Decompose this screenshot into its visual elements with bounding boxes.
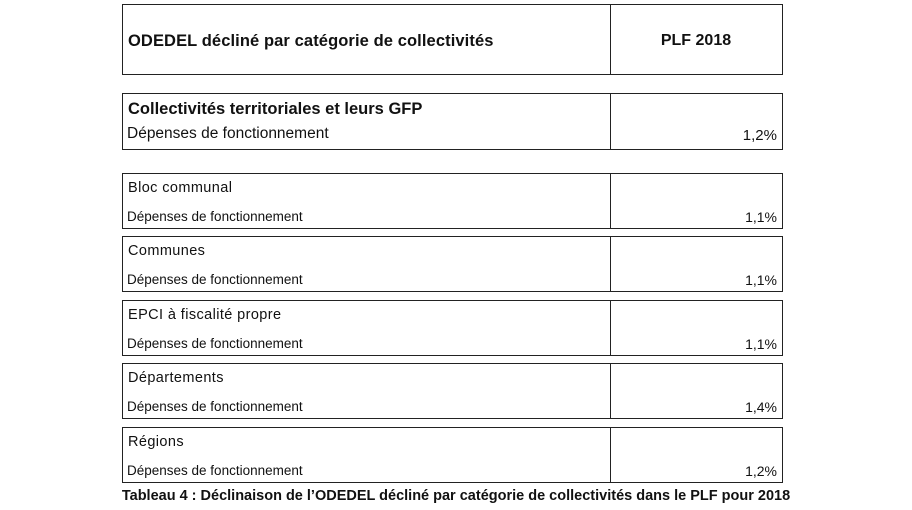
row-category: Régions — [128, 434, 184, 450]
row-value: 1,1% — [745, 336, 777, 352]
row-category: Communes — [128, 243, 206, 259]
row-label: Dépenses de fonctionnement — [127, 399, 303, 414]
table-caption: Tableau 4 : Déclinaison de l’ODEDEL décliné par catégorie de collectivités dans le PLF pour 2018 — [121, 488, 791, 504]
row-label: Dépenses de fonctionnement — [127, 336, 303, 351]
column-divider — [610, 174, 611, 228]
table-row — [122, 236, 783, 292]
row-label: Dépenses de fonctionnement — [127, 209, 303, 224]
row-value: 1,1% — [745, 209, 777, 225]
column-divider — [610, 301, 611, 355]
header-title: ODEDEL décliné par catégorie de collectivités — [128, 32, 494, 50]
row-value: 1,2% — [745, 463, 777, 479]
table-row — [122, 427, 783, 483]
row-value: 1,4% — [745, 399, 777, 415]
row-label: Dépenses de fonctionnement — [127, 272, 303, 287]
table-header — [122, 4, 783, 75]
lead-row — [122, 93, 783, 150]
row-value: 1,1% — [745, 272, 777, 288]
row-category: Départements — [128, 370, 224, 386]
row-label: Dépenses de fonctionnement — [127, 463, 303, 478]
column-divider — [610, 237, 611, 291]
table-row — [122, 300, 783, 356]
row-value: 1,2% — [742, 127, 777, 144]
row-category: Collectivités territoriales et leurs GFP — [128, 100, 423, 118]
column-divider — [610, 428, 611, 482]
table-row — [122, 173, 783, 229]
column-divider — [610, 364, 611, 418]
column-divider — [610, 94, 611, 149]
row-category: Bloc communal — [128, 180, 233, 196]
row-label: Dépenses de fonctionnement — [127, 125, 329, 142]
row-category: EPCI à fiscalité propre — [128, 307, 282, 323]
header-column-plf: PLF 2018 — [660, 32, 732, 49]
table-row — [122, 363, 783, 419]
